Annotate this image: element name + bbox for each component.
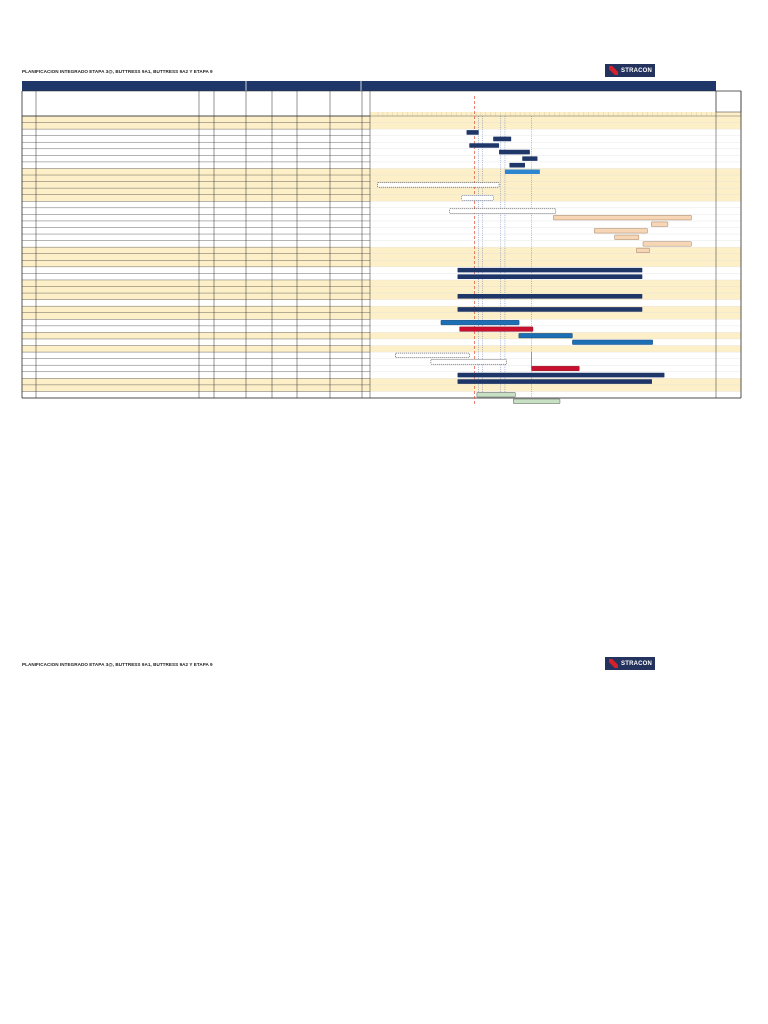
gantt-bar (651, 222, 668, 227)
gantt-bar (458, 268, 643, 273)
gantt-bar (462, 196, 494, 201)
gantt-bar (477, 392, 515, 397)
gantt-bar (450, 209, 556, 214)
gantt-bar (469, 143, 499, 148)
highlight-row (22, 175, 741, 182)
gantt-bar (505, 169, 540, 174)
gantt-bar (395, 353, 469, 358)
gantt-bar (643, 242, 691, 247)
highlight-row (22, 313, 741, 320)
stracon-mark-icon (609, 659, 618, 668)
highlight-row (22, 123, 741, 130)
gantt-bar (513, 399, 560, 404)
gantt-bar (572, 340, 652, 345)
gantt-bar (458, 274, 643, 279)
gantt-bar (615, 235, 639, 240)
gantt-bar (594, 228, 647, 233)
gantt-bar (553, 215, 691, 220)
highlight-row (22, 280, 741, 287)
gantt-bar (509, 163, 525, 168)
page-title-bottom: PLANIFICACION INTEGRADO ETAPA 3@, BUTTRESS 9A1, BUTTRESS 9A2 Y ETAPA 9 (22, 662, 213, 667)
gantt-bar (431, 360, 507, 365)
highlight-row (22, 287, 741, 294)
highlight-row (22, 332, 741, 339)
highlight-row (22, 168, 741, 175)
gantt-bar (636, 248, 649, 253)
gantt-bar (522, 156, 537, 161)
stracon-logo-bottom (605, 657, 655, 670)
highlight-row (22, 116, 741, 123)
right-header-box (716, 91, 741, 112)
page-title-top: PLANIFICACION INTEGRADO ETAPA 3@, BUTTRESS 9A1, BUTTRESS 9A2 Y ETAPA 9 (22, 69, 213, 74)
gantt-bar (519, 333, 573, 338)
highlight-row (22, 195, 741, 202)
gantt-bar (499, 150, 530, 155)
highlight-row (22, 346, 741, 353)
gantt-sheet (0, 0, 768, 420)
highlight-row (22, 247, 741, 254)
header-band (22, 81, 716, 91)
gantt-bar (467, 130, 479, 135)
timeline-strip (370, 112, 741, 116)
gantt-bar (458, 294, 643, 299)
gantt-bar (378, 183, 499, 188)
gantt-bar (460, 327, 533, 332)
gantt-bar (458, 373, 665, 378)
highlight-row (22, 188, 741, 195)
gantt-bar (458, 307, 643, 312)
highlight-row (22, 260, 741, 267)
gantt-bar (532, 366, 580, 371)
gantt-bar (441, 320, 519, 325)
gantt-bar (493, 137, 511, 142)
logo-text: STRACON (621, 660, 653, 667)
highlight-row (22, 254, 741, 261)
highlight-row (22, 385, 741, 392)
gantt-bar (458, 379, 652, 384)
logo-text: STRACON (621, 67, 653, 74)
